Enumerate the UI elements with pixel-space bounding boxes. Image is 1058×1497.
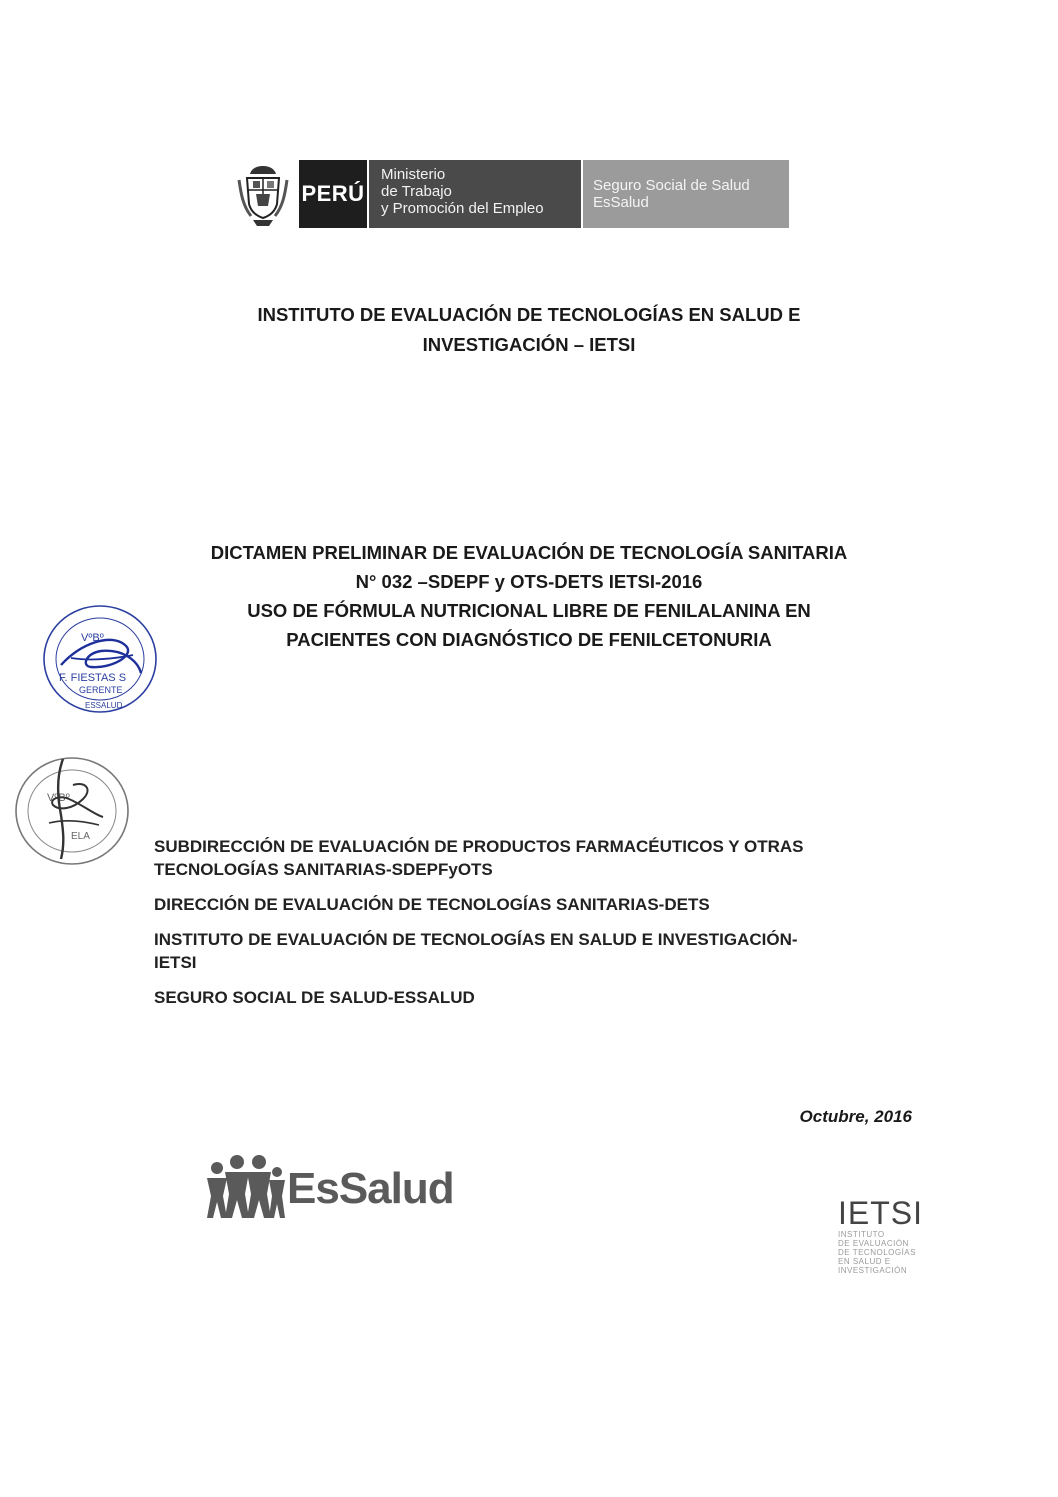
svg-text:VºBº: VºBº bbox=[47, 792, 70, 804]
authoring-units bbox=[154, 835, 924, 1021]
authoring-unit-line: SEGURO SOCIAL DE SALUD-ESSALUD bbox=[154, 988, 475, 1007]
government-banner bbox=[233, 160, 789, 228]
svg-text:ELA: ELA bbox=[71, 831, 90, 842]
svg-text:ESSALUD: ESSALUD bbox=[85, 701, 123, 710]
ietsi-logo-subline: EN SALUD E bbox=[838, 1257, 891, 1266]
ietsi-logo bbox=[838, 1196, 938, 1275]
ietsi-logo-subline: INSTITUTO bbox=[838, 1230, 885, 1239]
authoring-unit-line: TECNOLOGÍAS SANITARIAS-SDEPFyOTS bbox=[154, 860, 493, 879]
essalud-band-line: Seguro Social de Salud bbox=[593, 177, 750, 194]
svg-text:GERENTE: GERENTE bbox=[79, 685, 123, 695]
ietsi-logo-word: IETSI bbox=[838, 1195, 924, 1231]
institute-title-line: INVESTIGACIÓN – IETSI bbox=[422, 334, 636, 355]
dictamen-line: USO DE FÓRMULA NUTRICIONAL LIBRE DE FENILALANINA EN bbox=[247, 600, 811, 621]
authoring-unit-line: IETSI bbox=[154, 953, 197, 972]
approval-stamp-blue bbox=[41, 603, 159, 715]
dictamen-line: N° 032 –SDEPF y OTS-DETS IETSI-2016 bbox=[355, 571, 703, 592]
approval-stamp-gray bbox=[13, 755, 131, 867]
document-date: Octubre, 2016 bbox=[799, 1107, 912, 1126]
authoring-unit-line: SUBDIRECCIÓN DE EVALUACIÓN DE PRODUCTOS FARMACÉUTICOS Y OTRAS bbox=[154, 837, 804, 856]
authoring-unit-line: DIRECCIÓN DE EVALUACIÓN DE TECNOLOGÍAS SANITARIAS-DETS bbox=[154, 895, 710, 914]
institute-title-line: INSTITUTO DE EVALUACIÓN DE TECNOLOGÍAS EN SALUD E bbox=[257, 304, 801, 325]
authoring-unit bbox=[154, 928, 924, 974]
authoring-unit-line: INSTITUTO DE EVALUACIÓN DE TECNOLOGÍAS EN SALUD E INVESTIGACIÓN- bbox=[154, 930, 798, 949]
svg-text:F. FIESTAS S: F. FIESTAS S bbox=[59, 672, 127, 684]
ministry-line: Ministerio bbox=[381, 166, 446, 183]
essalud-logo-word: EsSalud bbox=[287, 1164, 454, 1213]
dictamen-line: PACIENTES CON DIAGNÓSTICO DE FENILCETONURIA bbox=[286, 629, 772, 650]
family-icon bbox=[203, 1152, 287, 1222]
ministry-line: de Trabajo bbox=[381, 183, 452, 200]
ietsi-logo-subline: DE TECNOLOGÍAS bbox=[838, 1248, 916, 1257]
institute-title bbox=[0, 300, 1058, 360]
authoring-unit bbox=[154, 986, 924, 1009]
coat-of-arms-icon bbox=[233, 160, 293, 228]
authoring-unit bbox=[154, 893, 924, 916]
ietsi-logo-subline: DE EVALUACIÓN bbox=[838, 1239, 909, 1248]
essalud-logo bbox=[203, 1152, 478, 1232]
ietsi-logo-subline: INVESTIGACIÓN bbox=[838, 1266, 908, 1275]
ministry-label bbox=[367, 160, 581, 228]
authoring-unit bbox=[154, 835, 924, 881]
dictamen-line: DICTAMEN PRELIMINAR DE EVALUACIÓN DE TECNOLOGÍA SANITARIA bbox=[210, 542, 848, 563]
svg-text:VºBº: VºBº bbox=[81, 632, 104, 644]
ministry-line: y Promoción del Empleo bbox=[381, 200, 544, 217]
peru-label: PERÚ bbox=[293, 160, 367, 228]
essalud-band-label bbox=[581, 160, 789, 228]
essalud-band-line: EsSalud bbox=[593, 194, 649, 211]
